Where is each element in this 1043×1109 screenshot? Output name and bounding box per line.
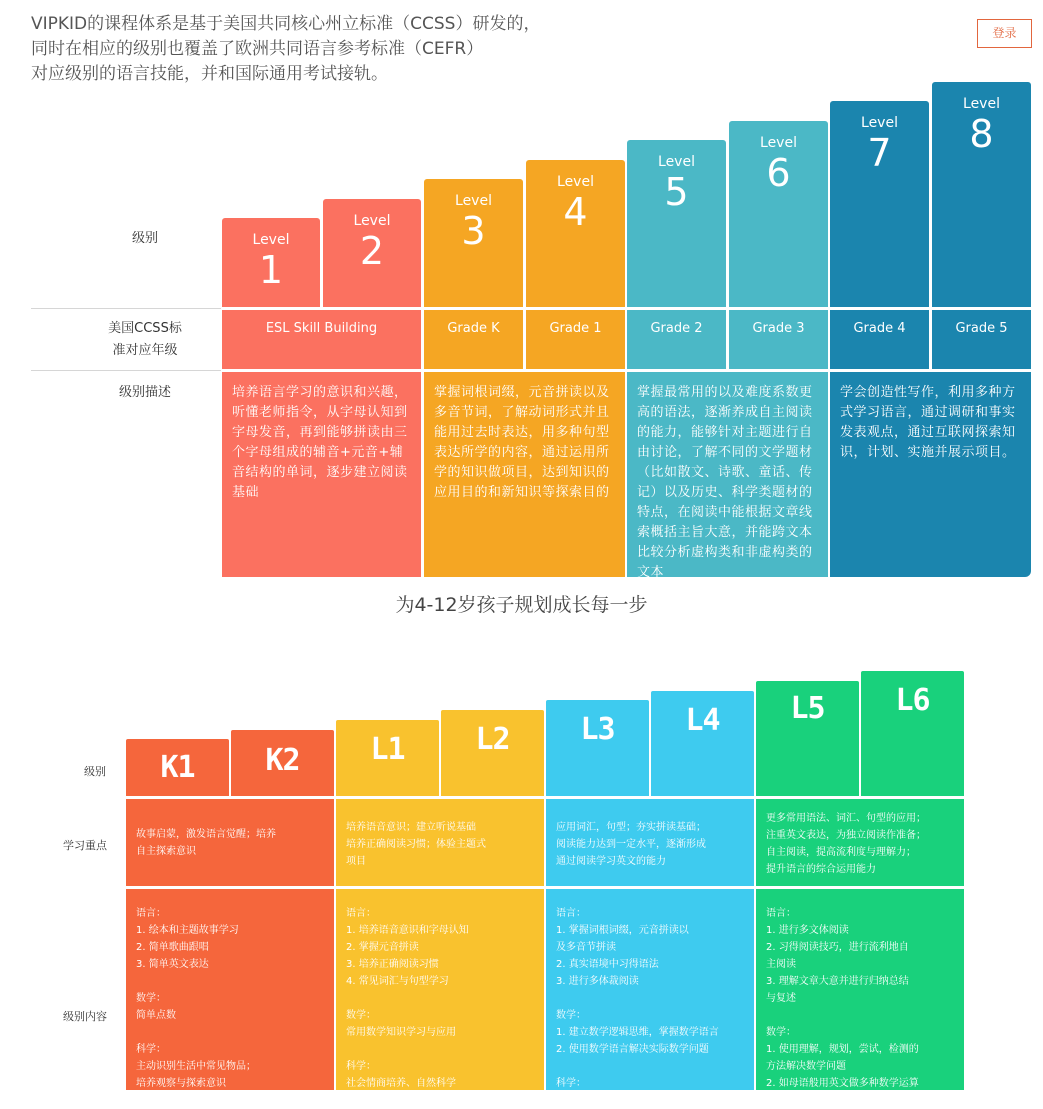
section-subtitle: 为4-12岁孩子规划成长每一步 [395,594,648,616]
bottom-edge [0,1100,1043,1104]
grade-cell: ESL Skill Building [222,310,421,369]
description-cell: 学会创造性写作，利用多种方式学习语言，通过调研和事实发表观点，通过互联网探索知识，计划、实施并展示项目。 [830,372,1031,577]
description-cell: 掌握最常用的以及难度系数更高的语法，逐渐养成自主阅读的能力，能够针对主题进行自由讨论，了解不同的文学题材（比如散文、诗歌、童话、传记）以及历史、科学类题材的特点，在阅读中能根据文章线索概括主旨大意，并能跨文本比较分析虚构类和非虚构类的文本 [627,372,828,577]
grade-cell: Grade 1 [526,310,625,369]
level-number: 1 [258,248,284,292]
description-cell: 掌握词根词缀，元音拼读以及多音节词，了解动词形式并且能用过去时表达，用多种句型表达所学的内容，通过运用所学的知识做项目，达到知识的应用目的和新知识等探索目的 [424,372,625,577]
focus-cell: 更多常用语法、词汇、句型的应用； 注重英文表达，为独立阅读作准备； 自主阅读，提高流利度与理解力； 提升语言的综合运用能力 [756,799,964,886]
level-word: Level [557,174,594,190]
level-l6-block: L6 [861,671,964,796]
level-l1-block: L1 [336,720,439,796]
row-label-focus: 学习重点 [63,839,107,852]
level-5-block [627,140,726,307]
focus-cell: 应用词汇，句型；夯实拼读基础； 阅读能力达到一定水平，逐渐形成 通过阅读学习英文的能力 [546,799,754,886]
row-label-ccss: 美国CCSS标 准对应年级 [108,321,182,358]
content-cell: 语言： 1. 进行多文体阅读 2. 习得阅读技巧，进行流利地自 主阅读 3. 理解文章大意并进行归纳总结 与复述 数学： 1. 使用理解，规划，尝试，检测的 方法解决数学问题 2. 如母语般用英文做多种数学运算 [756,889,964,1090]
level-word: Level [252,232,290,248]
level-l4-block: L4 [651,691,754,796]
level-word: Level [963,96,1000,112]
level-number: 6 [766,151,791,195]
row-label-description: 级别描述 [118,385,171,400]
level-number: 4 [563,190,588,234]
level-number: 7 [867,131,892,175]
row-label-content: 级别内容 [63,1010,107,1023]
row-label-level: 级别 [84,765,106,778]
description-cell: 培养语言学习的意识和兴趣，听懂老师指令，从字母认知到字母发音，再到能够拼读由三个字母组成的辅音+元音+辅音结构的单词，逐步建立阅读基础 [222,372,421,577]
growth-chart [0,660,1043,1100]
level-l2-block: L2 [441,710,544,796]
level-3-block [424,179,523,307]
level-k2-block: K2 [231,730,334,796]
level-word: Level [760,135,797,151]
level-number: 3 [461,209,486,253]
grade-cell: Grade K [424,310,523,369]
grade-cell: Grade 3 [729,310,828,369]
level-word: Level [455,193,492,209]
focus-cell: 培养语音意识；建立听说基础 培养正确阅读习惯；体验主题式 项目 [336,799,544,886]
grade-cell: Grade 5 [932,310,1031,369]
content-cell: 语言： 1. 掌握词根词缀，元音拼读以 及多音节拼读 2. 真实语境中习得语法 3. 进行多体裁阅读 数学： 1. 建立数学逻辑思维，掌握数学语言 2. 使用数学语言解决实际数学问题 科学： [546,889,754,1090]
level-l5-block: L5 [756,681,859,796]
level-word: Level [861,115,898,131]
grade-cell: Grade 2 [627,310,726,369]
grade-cell: Grade 4 [830,310,929,369]
level-l3-block: L3 [546,700,649,796]
row-label-level: 级别 [131,231,158,246]
level-6-block [729,121,828,307]
login-button[interactable]: 登录 [977,19,1032,48]
level-word: Level [658,154,695,170]
level-word: Level [353,213,391,229]
level-number: 8 [969,112,994,156]
level-7-block [830,101,929,307]
intro-text: VIPKID的课程体系是基于美国共同核心州立标准（CCSS）研发的， 同时在相应的级别也覆盖了欧洲共同语言参考标准（CEFR） 对应级别的语言技能，并和国际通用考试接轨。 [31,14,541,84]
level-1-block [222,218,320,307]
level-number: 2 [359,229,385,273]
level-2-block [323,199,421,307]
level-4-block [526,160,625,307]
divider [31,370,221,371]
divider [31,308,221,309]
level-k1-block: K1 [126,739,229,796]
content-cell: 语言： 1. 绘本和主题故事学习 2. 简单歌曲跟唱 3. 简单英文表达 数学： 简单点数 科学： 主动识别生活中常见物品； 培养观察与探索意识 [126,889,334,1090]
content-cell: 语言： 1. 培养语音意识和字母认知 2. 掌握元音拼读 3. 培养正确阅读习惯 4. 常见词汇与句型学习 数学： 常用数学知识学习与应用 科学： 社会情商培养、自然科学 [336,889,544,1090]
level-8-block [932,82,1031,307]
level-number: 5 [664,170,689,214]
focus-cell: 故事启蒙，激发语言觉醒；培养 自主探索意识 [126,799,334,886]
